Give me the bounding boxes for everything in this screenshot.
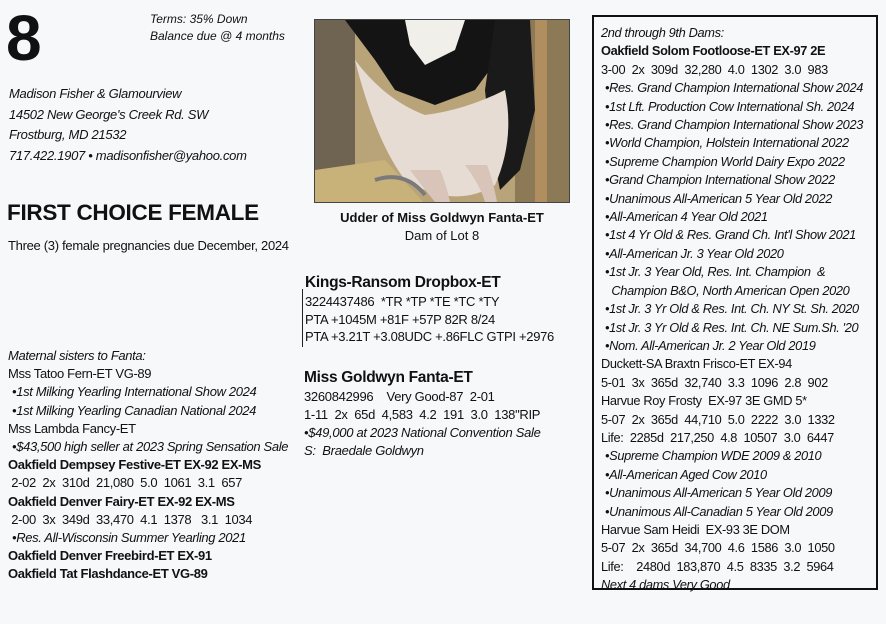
photo-caption-subtitle: Dam of Lot 8 <box>404 228 480 243</box>
dam-entry: •1st Jr. 3 Yr Old & Res. Int. Ch. NE Sum.Sh. '20 <box>605 319 859 335</box>
dam-entry: •Unanimous All-Canadian 5 Year Old 2009 <box>605 503 833 519</box>
dam-entry: •Supreme Champion WDE 2009 & 2010 <box>605 448 822 464</box>
sire-detail: 3224437486 *TR *TP *TE *TC *TY <box>305 294 500 309</box>
sister-entry: 2-00 3x 349d 33,470 4.1 1378 3.1 1034 <box>8 511 253 527</box>
sister-entry: •$43,500 high seller at 2023 Spring Sensation Sale <box>12 439 289 455</box>
sister-entry: Oakfield Dempsey Festive-ET EX-92 EX-MS <box>8 457 261 473</box>
dam-detail: 3260842996 Very Good-87 2-01 <box>304 389 495 404</box>
photo-caption-title: Udder of Miss Goldwyn Fanta-ET <box>340 210 544 225</box>
udder-photo <box>314 19 570 203</box>
dam-entry: •Res. Grand Champion International Show 2024 <box>605 80 863 96</box>
dam-entry: Champion B&O, North American Open 2020 <box>605 282 850 298</box>
lot-number: 8 <box>6 2 40 74</box>
terms-line: Terms: 35% Down <box>150 12 248 26</box>
dam-name: Miss Goldwyn Fanta-ET <box>304 369 473 386</box>
lot-subheadline: Three (3) female pregnancies due December, 2024 <box>8 238 289 253</box>
dam-entry: 2nd through 9th Dams: <box>601 25 724 40</box>
dam-block <box>304 367 541 460</box>
dam-entry: •All-American Aged Cow 2010 <box>605 466 767 482</box>
dam-entry: •Res. Grand Champion International Show 2023 <box>605 117 863 133</box>
sister-entry: Mss Lambda Fancy-ET <box>8 420 136 436</box>
dam-entry: Life: 2480d 183,870 4.5 8335 3.2 5964 <box>601 558 834 574</box>
sister-entry: Oakfield Denver Freebird-ET EX-91 <box>8 548 212 564</box>
dam-entry: •World Champion, Holstein International 2022 <box>605 135 849 151</box>
cow-udder-image <box>315 20 570 203</box>
dam-entry: Harvue Roy Frosty EX-97 3E GMD 5* <box>601 393 807 409</box>
sister-entry: Oakfield Denver Fairy-ET EX-92 EX-MS <box>8 493 235 509</box>
dam-entry: •Unanimous All-American 5 Year Old 2022 <box>605 190 832 206</box>
dam-entry: •Supreme Champion World Dairy Expo 2022 <box>605 153 845 169</box>
dams-list <box>601 24 863 595</box>
sister-entry: Mss Tatoo Fern-ET VG-89 <box>8 366 152 382</box>
dam-entry: 5-01 3x 365d 32,740 3.3 1096 2.8 902 <box>601 374 828 390</box>
dam-entry: Duckett-SA Braxtn Frisco-ET EX-94 <box>601 356 792 372</box>
dam-detail: 1-11 2x 65d 4,583 4.2 191 3.0 138"RIP <box>304 407 541 422</box>
dam-entry: •1st Jr. 3 Year Old, Res. Int. Champion & <box>605 264 826 280</box>
pedigree-bracket <box>302 289 303 347</box>
dam-entry: Oakfield Solom Footloose-ET EX-97 2E <box>601 43 826 59</box>
sister-entry: •Res. All-Wisconsin Summer Yearling 2021 <box>12 530 246 546</box>
sister-entry: Oakfield Tat Flashdance-ET VG-89 <box>8 566 208 582</box>
owner-contact: 717.422.1907 • madisonfisher@yahoo.com <box>9 147 247 163</box>
dam-entry: •1st Jr. 3 Yr Old & Res. Int. Ch. NY St. Sh. 2020 <box>605 301 859 317</box>
terms-line: Balance due @ 4 months <box>150 29 285 43</box>
dam-entry: •Unanimous All-American 5 Year Old 2009 <box>605 485 832 501</box>
dam-entry: •Nom. All-American Jr. 2 Year Old 2019 <box>605 337 816 353</box>
owner-address: 14502 New George's Creek Rd. SW <box>9 106 209 122</box>
dam-entry: Life: 2285d 217,250 4.8 10507 3.0 6447 <box>601 429 834 445</box>
sire-detail: PTA +3.21T +3.08UDC +.86FLC GTPI +2976 <box>305 329 554 344</box>
dam-entry: •Grand Champion International Show 2022 <box>605 172 835 188</box>
dam-note: •$49,000 at 2023 National Convention Sale <box>304 425 541 440</box>
dam-entry: •1st Lft. Production Cow International Sh. 2024 <box>605 98 855 114</box>
owner-name: Madison Fisher & Glamourview <box>9 86 182 101</box>
dam-entry: 5-07 2x 365d 34,700 4.6 1586 3.0 1050 <box>601 540 835 556</box>
terms <box>150 11 285 45</box>
dam-entry: Harvue Sam Heidi EX-93 3E DOM <box>601 521 790 537</box>
dam-entry: 3-00 2x 309d 32,280 4.0 1302 3.0 983 <box>601 61 828 77</box>
sire-detail: PTA +1045M +81F +57P 82R 8/24 <box>305 311 495 327</box>
sister-entry: 2-02 2x 310d 21,080 5.0 1061 3.1 657 <box>8 475 242 491</box>
photo-caption <box>300 209 584 245</box>
dam-entry: •All-American 4 Year Old 2021 <box>605 209 768 225</box>
owner-info <box>9 84 247 166</box>
sire-name: Kings-Ransom Dropbox-ET <box>305 274 501 291</box>
dam-entry: 5-07 2x 365d 44,710 5.0 2222 3.0 1332 <box>601 411 835 427</box>
lot-headline: FIRST CHOICE FEMALE <box>7 200 259 225</box>
owner-city: Frostburg, MD 21532 <box>9 127 127 142</box>
dam-entry: •1st 4 Yr Old & Res. Grand Ch. Int'l Show 2021 <box>605 227 856 243</box>
dam-entry: Next 4 dams Very Good <box>601 577 730 593</box>
sister-entry: Maternal sisters to Fanta: <box>8 348 146 363</box>
sire-block <box>305 273 554 346</box>
maternal-sisters-list <box>8 347 288 584</box>
dam-entry: •All-American Jr. 3 Year Old 2020 <box>605 245 784 261</box>
sister-entry: •1st Milking Yearling Canadian National 2024 <box>12 402 257 418</box>
sister-entry: •1st Milking Yearling International Show 2024 <box>12 384 257 400</box>
dam-sire: S: Braedale Goldwyn <box>304 443 424 458</box>
